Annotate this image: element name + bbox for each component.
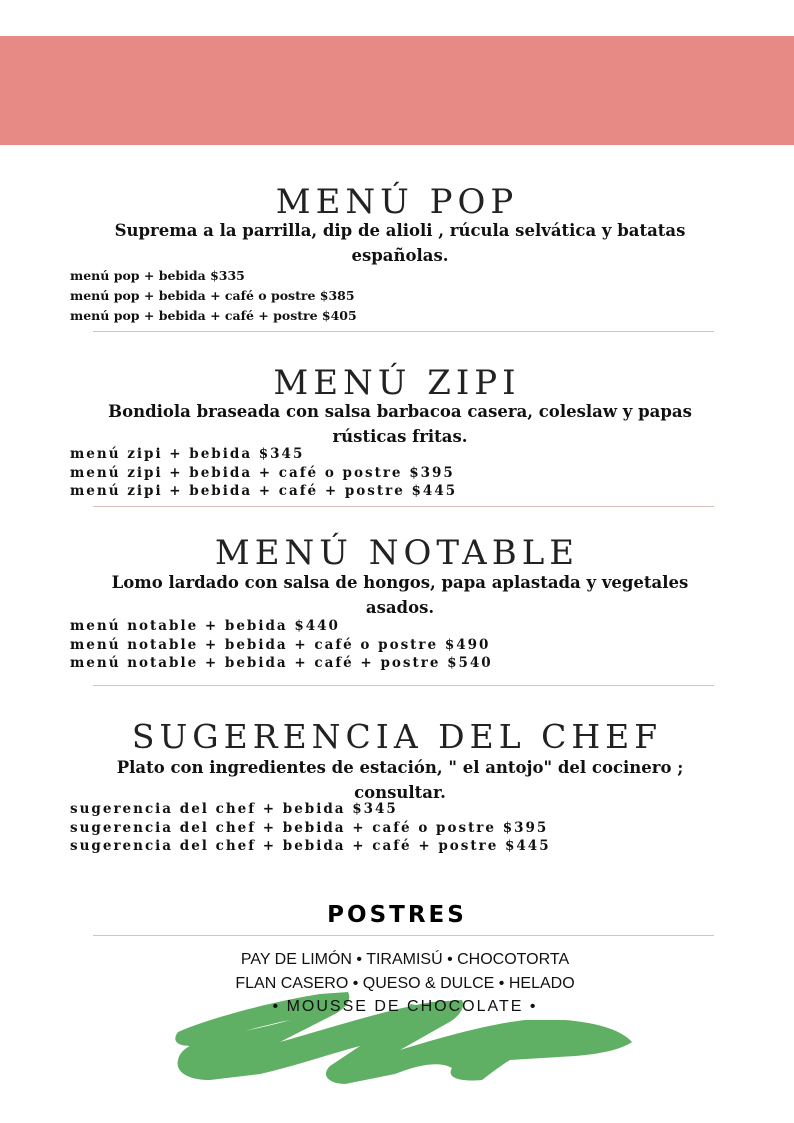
menu-pop-title: MENÚ POP (275, 182, 519, 222)
price-line: menú zipi + bebida + café + postre $445 (70, 483, 458, 499)
header-banner (0, 36, 794, 145)
price-line: menú notable + bebida + café + postre $540 (70, 655, 493, 671)
divider (93, 331, 714, 332)
price-line: menú pop + bebida + café o postre $385 (70, 288, 355, 303)
price-line: menú zipi + bebida + café o postre $395 (70, 464, 455, 481)
price-line: sugerencia del chef + bebida + café o postre $395 (70, 819, 549, 836)
postres-line: PAY DE LIMÓN • TIRAMISÚ • CHOCOTORTA (240, 951, 570, 968)
divider (93, 935, 714, 936)
divider (93, 506, 714, 507)
divider (93, 685, 714, 686)
price-line: sugerencia del chef + bebida + café + postre $445 (70, 838, 551, 854)
postres-line: • MOUSSE DE CHOCOLATE • (272, 998, 538, 1015)
menu-zipi-prices (70, 445, 457, 501)
menu-zipi-title: MENÚ ZIPI (273, 363, 521, 403)
price-line: menú zipi + bebida $345 (70, 446, 305, 462)
price-line: menú pop + bebida + café + postre $405 (70, 308, 357, 323)
price-line: sugerencia del chef + bebida $345 (70, 801, 398, 817)
chef-suggestion-title: SUGERENCIA DEL CHEF (131, 717, 663, 756)
price-line: menú pop + bebida $335 (70, 268, 245, 283)
menu-notable-prices (70, 617, 493, 673)
postres-list (150, 948, 660, 1019)
menu-zipi-description: Bondiola braseada con salsa barbacoa casera, coleslaw y papas rústicas fritas. (108, 402, 692, 446)
price-line: menú notable + bebida $440 (70, 618, 340, 634)
menu-notable-description: Lomo lardado con salsa de hongos, papa aplastada y vegetales asados. (111, 573, 689, 617)
menu-notable-title: MENÚ NOTABLE (214, 533, 580, 573)
menu-pop-prices (70, 266, 357, 326)
chef-suggestion-prices (70, 800, 551, 856)
postres-line: FLAN CASERO • QUESO & DULCE • HELADO (235, 974, 575, 992)
price-line: menú notable + bebida + café o postre $490 (70, 636, 491, 653)
chef-suggestion-description: Plato con ingredientes de estación, " el antojo" del cocinero ; consultar. (116, 758, 684, 802)
postres-title: POSTRES (327, 902, 467, 928)
menu-pop-description: Suprema a la parrilla, dip de alioli , rúcula selvática y batatas españolas. (114, 221, 686, 265)
